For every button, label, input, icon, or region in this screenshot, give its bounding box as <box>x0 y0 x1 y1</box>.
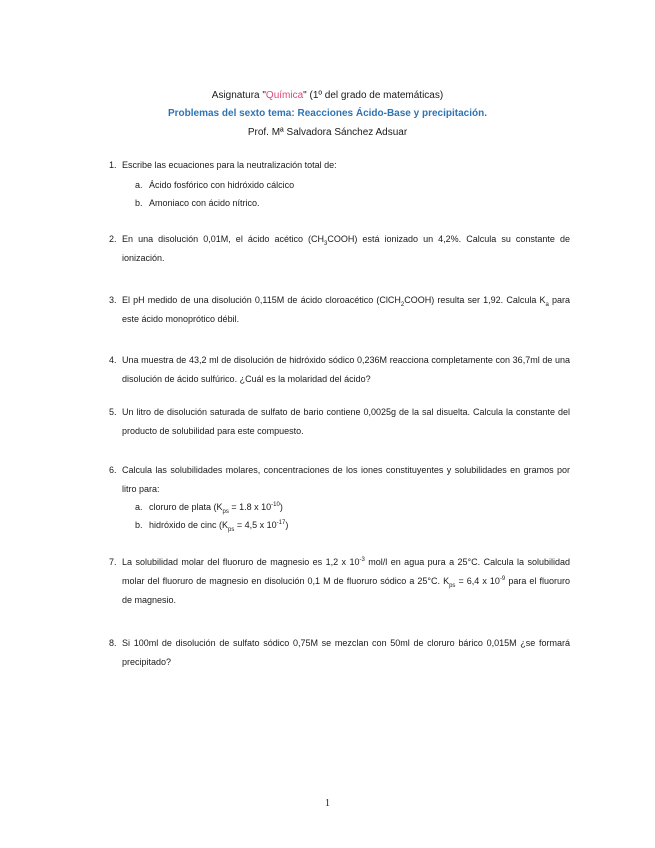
problem-3: 3. El pH medido de una disolución 0,115M de ácido cloroacético (ClCH$_2$COOH) resulta ser 1,92. Calcula $K_a$ para este ácido monoprótico débil. <box>109 295 570 324</box>
problem-7: 7. La solubilidad molar del fluoruro de magnesio es 1,2 x $10^{-3}$ mol/l en agua pura a 25°C. Calcula la solubilidad molar del fluoruro de magnesio en disolución 0,1 M de fluoruro sódico a 25°C. $K_{ps} = 6,4$ x $10^{-9}$ para el fluoruro de magnesio. <box>109 557 571 605</box>
course-title: Asignatura "Química" (1º del grado de matemáticas) <box>211 90 444 101</box>
professor-name: Prof. Mª Salvadora Sánchez Adsuar <box>247 127 408 138</box>
problem-8: 8. Si 100ml de disolución de sulfato sódico 0,75M se mezclan con 50ml de cloruro bárico 0,015M ¿se formará precipitado? <box>109 638 570 667</box>
problem-6-item-b: b. hidróxido de cinc ($K_{ps} = 4,5$ x $10^{-17}$) <box>135 520 289 533</box>
problem-6-item-a: a. cloruro de plata ($K_{ps} = 1.8$ x $10^{-10}$) <box>135 502 283 515</box>
subject-name: Química <box>265 90 304 101</box>
page-number: 1 <box>325 798 330 809</box>
problem-5: 5. Un litro de disolución saturada de sulfato de bario contiene 0,0025g de la sal disuelta. Calcula la constante del producto de solubilidad para este compuesto. <box>109 407 570 436</box>
problem-1-item-b: b. Amoniaco con ácido nítrico. <box>135 198 260 208</box>
problem-1-item-a: a. Ácido fosfórico con hidróxido cálcico <box>135 180 295 190</box>
problem-1: 1. Escribe las ecuaciones para la neutralización total de: <box>109 160 337 170</box>
problem-4: 4. Una muestra de 43,2 ml de disolución de hidróxido sódico 0,236M reacciona completamente con 36,7ml de una disolución de ácido sulfúrico. ¿Cuál es la molaridad del ácido? <box>109 355 570 384</box>
topic-title: Problemas del sexto tema: Reacciones Ácido-Base y precipitación. <box>167 108 487 119</box>
problem-6: 6. Calcula las solubilidades molares, concentraciones de los iones constituyentes y solubilidades en gramos por litro para: <box>109 465 570 494</box>
problem-2: 2. En una disolución 0,01M, el ácido acético $(CH_3COOH)$ está ionizado un 4,2%. Calcula su constante de ionización. <box>109 234 570 263</box>
